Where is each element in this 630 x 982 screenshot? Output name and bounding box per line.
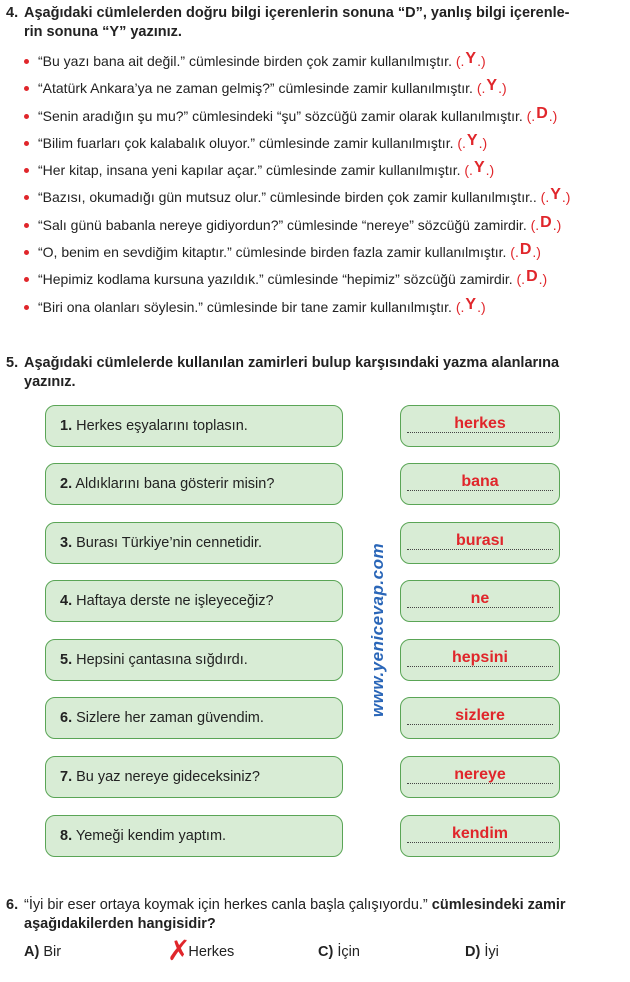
q4-item (24, 214, 624, 241)
sentence-text: Haftaya derste ne işleyeceğiz? (76, 593, 274, 609)
q4-answer: (.Y.) (476, 77, 507, 97)
sentence-number: 7. (60, 769, 73, 785)
q4-item (24, 159, 624, 186)
sentence-number: 5. (60, 652, 73, 668)
q4-answer: (.D.) (516, 268, 548, 288)
option-text: İyi (484, 944, 499, 960)
q4-answer-value: Y (465, 295, 477, 313)
q4-item (24, 77, 624, 104)
q4-item (24, 186, 624, 213)
option-letter: A) (24, 944, 40, 960)
sentence-box (45, 639, 343, 681)
answer-text: hepsini (451, 649, 508, 666)
q4-item (24, 241, 624, 268)
answer-field[interactable] (400, 522, 560, 564)
q4-item (24, 50, 624, 77)
option-letter: D) (465, 944, 481, 960)
answer-text: herkes (454, 415, 506, 432)
answer-field[interactable] (400, 580, 560, 622)
answer-field[interactable] (400, 697, 560, 739)
option-d[interactable] (465, 944, 499, 960)
q6-number: 6. (6, 897, 19, 913)
q4-answer-value: Y (486, 77, 498, 95)
answer-text: burası (455, 532, 504, 549)
q4-item (24, 296, 624, 323)
answer-text: sizlere (455, 707, 505, 724)
q6-options (24, 935, 624, 966)
q4-item-text: “Biri ona olanları söylesin.” cümlesinde bir tane zamir kullanılmıştır. (38, 298, 452, 315)
q4-item (24, 132, 624, 159)
q4-item-text: “Salı günü babanla nereye gidiyordun?” cümlesinde “nereye” sözcüğü zamirdir. (38, 216, 527, 233)
q5-title (6, 354, 559, 392)
sentence-number: 6. (60, 710, 73, 726)
q5-row (45, 815, 630, 859)
q4-answer-value: Y (550, 186, 561, 204)
sentence-number: 2. (60, 476, 73, 492)
q6-quote: “İyi bir eser ortaya koymak için herkes canla başla çalışıyordu.” (24, 897, 428, 913)
sentence-text: Yemeği kendim yaptım. (75, 828, 227, 844)
q4-item (24, 105, 624, 132)
answer-text: bana (461, 473, 499, 490)
sentence-box (45, 522, 343, 564)
q4-item-text: “Senin aradığın şu mu?” cümlesindeki “şu” sözcüğü zamir olarak kullanılmıştır. (38, 107, 523, 124)
q4-item-text: “Her kitap, insana yeni kapılar açar.” cümlesinde zamir kullanılmıştır. (38, 162, 461, 179)
answer-field[interactable] (400, 815, 560, 857)
sentence-box (45, 756, 343, 798)
answer-field[interactable] (400, 639, 560, 681)
q4-item-text: “Atatürk Ankara’ya ne zaman gelmiş?” cümlesinde zamir kullanılmıştır. (38, 80, 473, 97)
q5-row (45, 756, 630, 800)
q4-list (24, 50, 624, 323)
q4-answer: (.D.) (510, 241, 541, 261)
option-letter: C) (318, 944, 334, 960)
answer-text: kendim (451, 825, 508, 842)
q4-answer-value: Y (466, 131, 478, 149)
q4-answer: (.D.) (530, 213, 562, 233)
sentence-box (45, 463, 343, 505)
q4-answer: (.Y.) (540, 186, 571, 206)
option-text: Herkes (188, 944, 235, 960)
sentence-box (45, 815, 343, 857)
sentence-text: Herkes eşyalarını toplasın. (76, 418, 248, 434)
cross-mark-icon: ✗ (167, 935, 191, 966)
q4-answer: (.Y.) (455, 295, 486, 315)
q6-line2: aşağıdakilerden hangisidir? (24, 916, 216, 932)
q4-answer-value: Y (465, 50, 477, 67)
q4-item (24, 268, 624, 295)
q4-line2: rin sonuna “Y” yazınız. (24, 24, 182, 40)
option-a[interactable] (24, 944, 61, 960)
sentence-number: 3. (60, 535, 73, 551)
sentence-text: Bu yaz nereye gideceksiniz? (76, 769, 260, 785)
option-text: Bir (43, 944, 62, 960)
q4-answer: (.Y.) (455, 50, 486, 69)
q4-answer: (.D.) (526, 104, 558, 124)
q4-title (6, 4, 570, 42)
q5-row (45, 522, 630, 566)
answer-text: ne (470, 590, 490, 607)
option-c[interactable] (318, 944, 360, 960)
q4-number: 4. (6, 5, 19, 21)
answer-field[interactable] (400, 463, 560, 505)
q4-item-text: “Hepimiz kodlama kursuna yazıldık.” cümlesinde “hepimiz” sözcüğü zamirdir. (38, 271, 513, 288)
q6-bold: cümlesindeki zamir (431, 897, 566, 913)
answer-field[interactable] (400, 756, 560, 798)
sentence-number: 1. (60, 418, 73, 434)
q5-row (45, 639, 630, 683)
q5-row (45, 463, 630, 507)
sentence-number: 8. (60, 828, 73, 844)
sentence-text: Hepsini çantasına sığdırdı. (76, 652, 248, 668)
sentence-number: 4. (60, 593, 73, 609)
answer-field[interactable] (400, 405, 560, 447)
q5-row (45, 405, 630, 449)
q4-item-text: “O, benim en sevdiğim kitaptır.” cümlesinde birden fazla zamir kullanılmıştır. (38, 244, 507, 261)
watermark (364, 520, 387, 740)
sentence-box (45, 580, 343, 622)
q4-answer-value: D (526, 268, 538, 286)
q4-item-text: “Bilim fuarları çok kalabalık oluyor.” cümlesinde zamir kullanılmıştır. (38, 134, 454, 151)
q4-item-text: “Bu yazı bana ait değil.” cümlesinde birden çok zamir kullanılmıştır. (38, 53, 452, 69)
sentence-box (45, 697, 343, 739)
option-text: İçin (337, 944, 360, 960)
q5-number: 5. (6, 355, 19, 371)
q4-answer: (.Y.) (464, 159, 495, 179)
q6-title (6, 896, 566, 934)
sentence-text: Burası Türkiye’nin cennetidir. (76, 535, 263, 551)
q4-answer-value: D (536, 104, 548, 122)
q4-answer-value: Y (473, 159, 485, 177)
q4-item-text: “Bazısı, okumadığı gün mutsuz olur.” cümlesinde birden çok zamir kullanılmıştır.. (38, 189, 537, 206)
sentence-text: Aldıklarını bana gösterir misin? (75, 476, 275, 492)
q5-row (45, 697, 630, 741)
sentence-text: Sizlere her zaman güvendim. (76, 710, 264, 726)
q4-answer-value: D (540, 213, 552, 231)
answer-text: nereye (454, 766, 506, 783)
q5-row (45, 580, 630, 624)
sentence-box (45, 405, 343, 447)
q4-answer-value: D (519, 241, 532, 259)
q5-line2: yazınız. (24, 374, 76, 390)
q5-line1: Aşağıdaki cümlelerde kullanılan zamirleri bulup karşısındaki yazma alanlarına (24, 355, 560, 371)
q4-line1: Aşağıdaki cümlelerden doğru bilgi içerenlerin sonuna “D”, yanlış bilgi içerenle- (24, 5, 570, 21)
q4-answer: (.Y.) (457, 131, 488, 151)
watermark-text: www.yenicevap.com (368, 542, 387, 718)
